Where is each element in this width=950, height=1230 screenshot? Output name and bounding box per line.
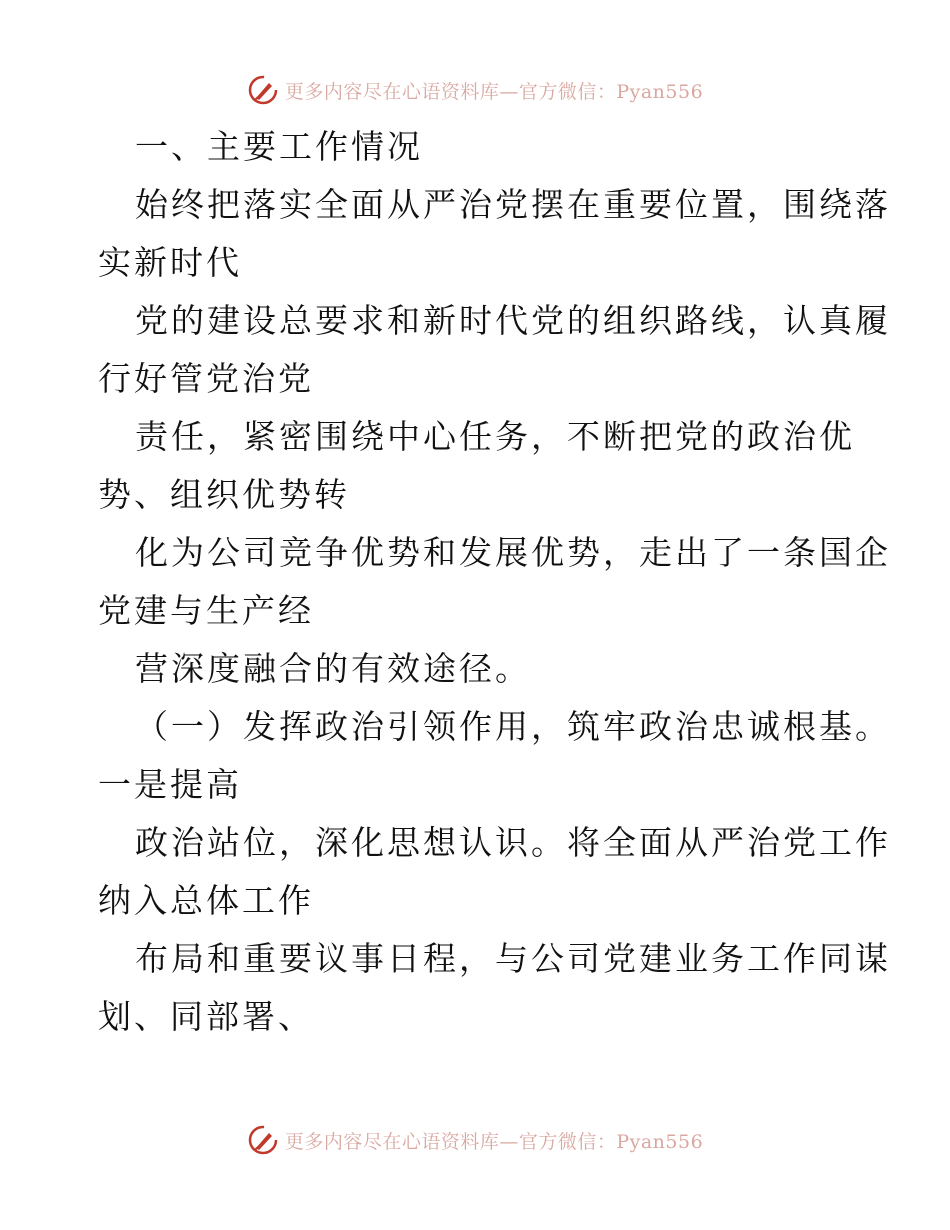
watermark-text: 更多内容尽在心语资料库—官方微信：Pyan556 xyxy=(284,1130,704,1153)
paragraph-line: 实新时代 xyxy=(98,243,242,282)
paragraph-line: 势、组织优势转 xyxy=(98,475,350,514)
paragraph-line: 划、同部署、 xyxy=(98,997,314,1036)
paragraph-line: 布局和重要议事日程，与公司党建业务工作同谋 xyxy=(135,939,891,978)
paragraph-line: 党建与生产经 xyxy=(98,591,314,630)
quill-logo-icon xyxy=(247,74,279,106)
paragraph-line: 行好管党治党 xyxy=(98,359,314,398)
paragraph-line: 纳入总体工作 xyxy=(98,881,314,920)
document-body xyxy=(98,118,891,1046)
footer-watermark xyxy=(0,1120,950,1160)
paragraph-line: 一是提高 xyxy=(98,765,242,804)
paragraph-line: 政治站位，深化思想认识。将全面从严治党工作 xyxy=(135,823,891,862)
paragraph-line: 营深度融合的有效途径。 xyxy=(135,649,531,688)
quill-logo-icon xyxy=(247,1124,279,1156)
paragraph-line: 始终把落实全面从严治党摆在重要位置，围绕落 xyxy=(135,185,891,224)
paragraph-line: 党的建设总要求和新时代党的组织路线，认真履 xyxy=(135,301,891,340)
watermark-text: 更多内容尽在心语资料库—官方微信：Pyan556 xyxy=(284,80,704,103)
paragraph-line: 责任，紧密围绕中心任务，不断把党的政治优 xyxy=(135,417,855,456)
paragraph-line: 一、主要工作情况 xyxy=(135,127,423,166)
paragraph-line: （一）发挥政治引领作用，筑牢政治忠诚根基。 xyxy=(135,707,891,746)
header-watermark xyxy=(0,70,950,110)
paragraph-line: 化为公司竞争优势和发展优势，走出了一条国企 xyxy=(135,533,891,572)
